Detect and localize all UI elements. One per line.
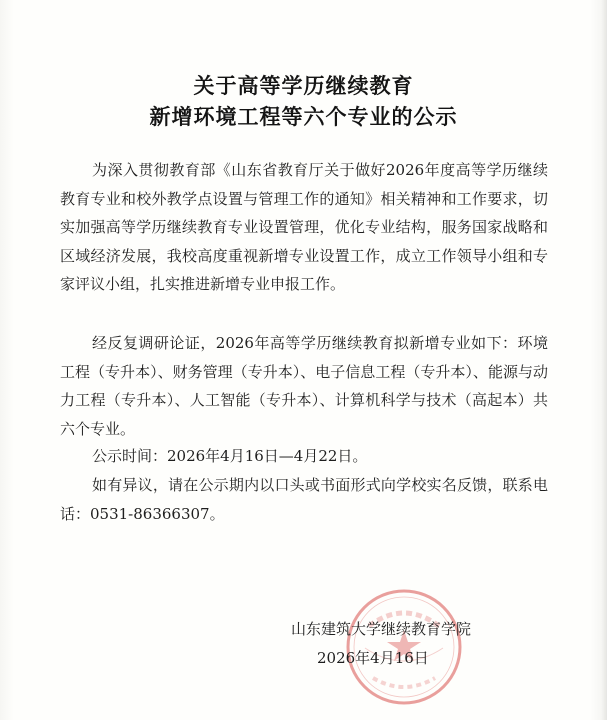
- paragraph-objection-contact: 如有异议，请在公示期内以口头或书面形式向学校实名反馈，联系电话：0531-86366307。: [60, 476, 548, 523]
- paragraph-background: 为深入贯彻教育部《山东省教育厅关于做好2026年度高等学历继续教育专业和校外教学点设置与管理工作的通知》相关精神和工作要求，切实加强高等学历继续教育专业设置管理，优化专业结构，服务国家战略和区域经济发展，我校高度重视新增专业设置工作，成立工作领导小组和专家评议小组，扎实推进新增专业申报工作。: [60, 161, 548, 293]
- signature-organization: 山东建筑大学继续教育学院: [291, 620, 472, 638]
- paragraph-notice-period: 公示时间：2026年4月16日—4月22日。: [92, 447, 368, 465]
- document-title-line-1: 关于高等学历继续教育: [193, 73, 414, 98]
- document-title-line-2: 新增环境工程等六个专业的公示: [149, 104, 458, 129]
- signature-date: 2026年4月16日: [317, 649, 429, 667]
- paragraph-new-majors: 经反复调研论证，2026年高等学历继续教育拟新增专业如下：环境工程（专升本）、财务管理（专升本）、电子信息工程（专升本）、能源与动力工程（专升本）、人工智能（专升本）、计算机科学与技术（高起本）共六个专业。: [60, 334, 548, 438]
- scan-shadow-edge: [601, 0, 607, 720]
